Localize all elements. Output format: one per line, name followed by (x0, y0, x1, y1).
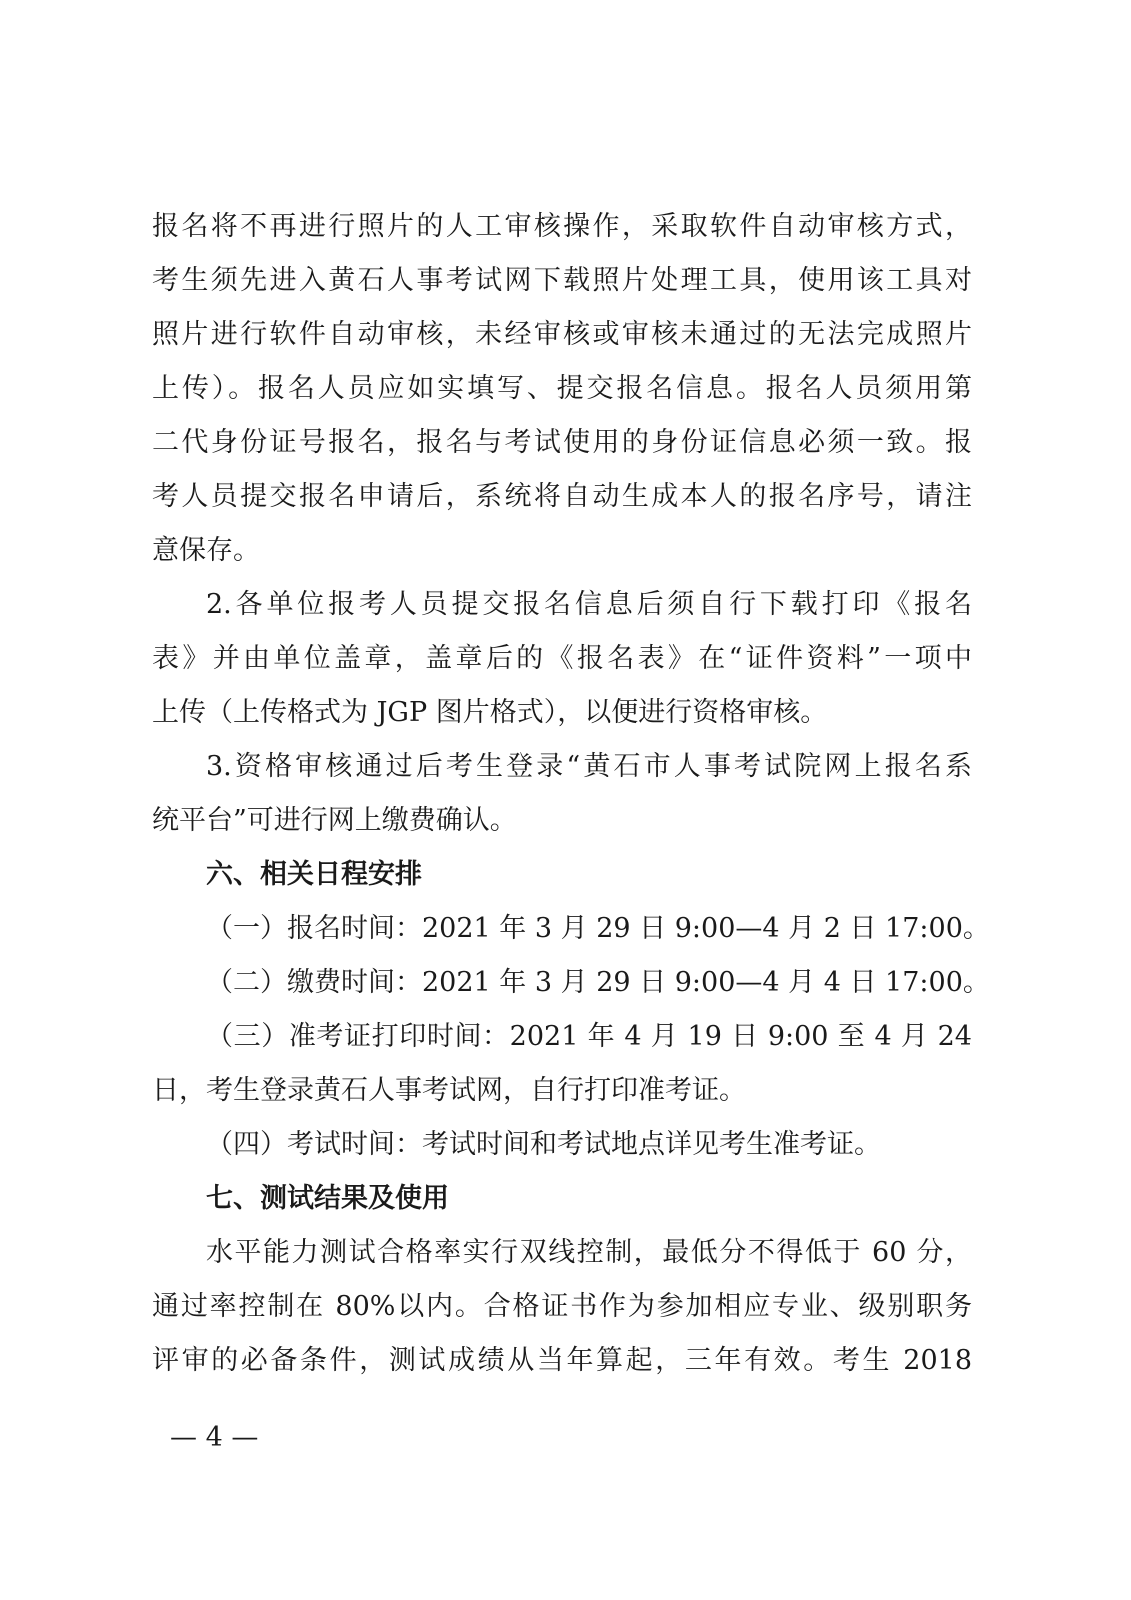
text-line: 统平台”可进行网上缴费确认。 (152, 805, 517, 836)
section-heading: 六、相关日程安排 (206, 859, 422, 890)
text-line: 上传）。报名人员应如实填写、提交报名信息。报名人员须用第 (152, 373, 972, 404)
schedule-item: （三）准考证打印时间：2021 年 4 月 19 日 9:00 至 4 月 24 (206, 1021, 972, 1052)
schedule-item: （四）考试时间：考试时间和考试地点详见考生准考证。 (206, 1129, 881, 1160)
section-heading: 七、测试结果及使用 (206, 1183, 449, 1214)
schedule-item: （二）缴费时间：2021 年 3 月 29 日 9:00—4 月 4 日 17:00。 (206, 967, 990, 998)
text-line: 意保存。 (152, 535, 260, 566)
text-line: 表》并由单位盖章，盖章后的《报名表》在“证件资料”一项中 (152, 643, 972, 674)
page-number: — 4 — (170, 1422, 259, 1453)
text-line: 二代身份证号报名，报名与考试使用的身份证信息必须一致。报 (152, 427, 972, 458)
text-line: 通过率控制在 80%以内。合格证书作为参加相应专业、级别职务 (152, 1291, 972, 1322)
schedule-item: （一）报名时间：2021 年 3 月 29 日 9:00—4 月 2 日 17:00。 (206, 913, 990, 944)
text-line: 考人员提交报名申请后，系统将自动生成本人的报名序号，请注 (152, 481, 972, 512)
text-line: 水平能力测试合格率实行双线控制，最低分不得低于 60 分， (206, 1237, 972, 1268)
text-line: 考生须先进入黄石人事考试网下载照片处理工具，使用该工具对 (152, 265, 972, 296)
text-line: 上传（上传格式为 JGP 图片格式），以便进行资格审核。 (152, 697, 828, 728)
text-line: 2.各单位报考人员提交报名信息后须自行下载打印《报名 (206, 589, 972, 620)
text-line: 报名将不再进行照片的人工审核操作，采取软件自动审核方式， (152, 211, 972, 242)
schedule-item: 日，考生登录黄石人事考试网，自行打印准考证。 (152, 1075, 746, 1106)
text-line: 评审的必备条件，测试成绩从当年算起，三年有效。考生 2018 (152, 1345, 972, 1376)
text-line: 3.资格审核通过后考生登录“黄石市人事考试院网上报名系 (206, 751, 972, 782)
text-line: 照片进行软件自动审核，未经审核或审核未通过的无法完成照片 (152, 319, 972, 350)
